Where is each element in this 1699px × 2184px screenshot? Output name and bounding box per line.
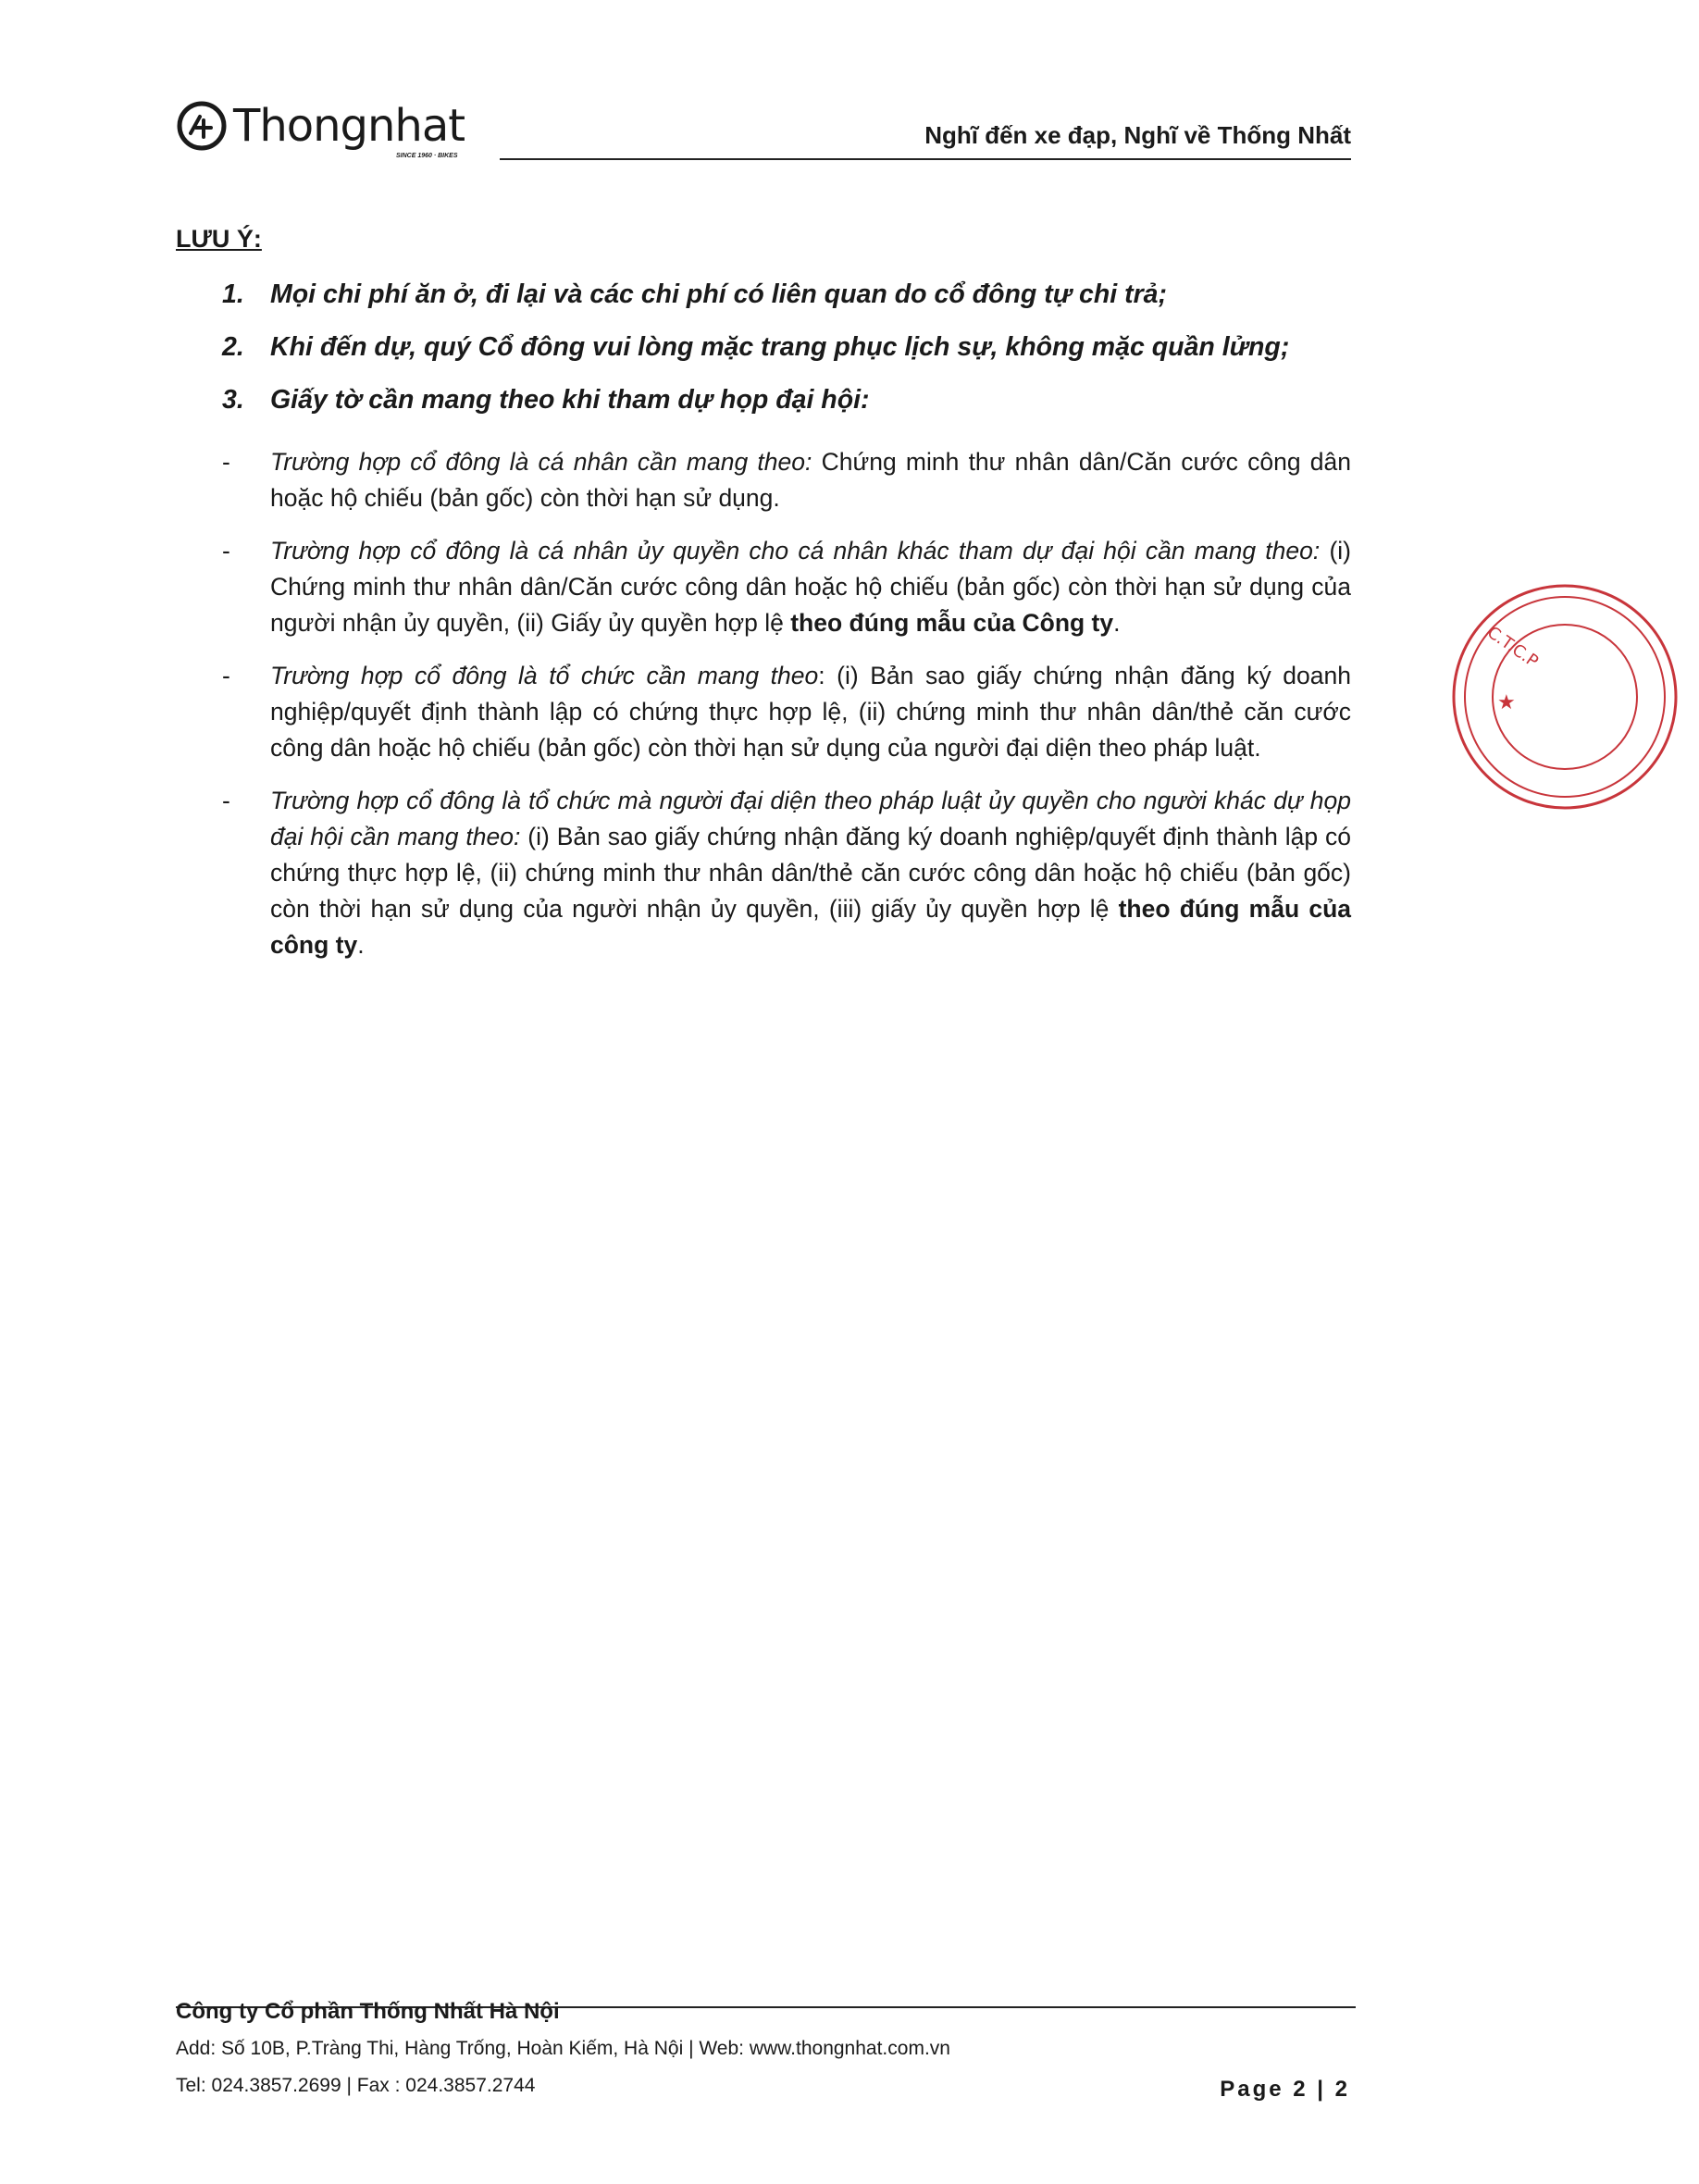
bullet-item xyxy=(222,533,1351,641)
footer-company-name: Công ty Cổ phần Thống Nhất Hà Nội xyxy=(176,1999,560,2024)
item-text: Giấy tờ cần mang theo khi tham dự họp đại hội: xyxy=(270,385,870,415)
bullet-item xyxy=(222,444,1351,516)
stamp-text: C.T.C.P xyxy=(1483,622,1542,672)
bullet-end: . xyxy=(1113,609,1121,637)
bullet-item xyxy=(222,658,1351,766)
bullet-lead: Trường hợp cổ đông là cá nhân cần mang theo: xyxy=(270,448,812,476)
page-number: Page 2 | 2 xyxy=(1220,2077,1350,2102)
stamp-star-icon: ★ xyxy=(1497,691,1516,714)
bullet-text xyxy=(270,658,1351,766)
bullet-lead: Trường hợp cổ đông là tổ chức mà người đại diện theo pháp luật ủy quyền cho người khác dự họp đại hội cần mang theo: xyxy=(270,787,1351,850)
numbered-list xyxy=(222,279,1360,438)
logo-mark-icon xyxy=(176,100,228,152)
bullet-lead: Trường hợp cổ đông là cá nhân ủy quyền cho cá nhân khác tham dự đại hội cần mang theo: xyxy=(270,537,1321,565)
company-stamp xyxy=(1449,572,1542,822)
bullet-item xyxy=(222,783,1351,963)
bullet-body: (i) Chứng minh thư nhân dân/Căn cước công dân hoặc hộ chiếu (bản gốc) còn thời hạn sử dụng của người nhận ủy quyền, (ii) Giấy ủy quyền hợp lệ xyxy=(270,537,1351,637)
footer-address: Add: Số 10B, P.Tràng Thi, Hàng Trống, Hoàn Kiếm, Hà Nội | Web: www.thongnhat.com.vn xyxy=(176,2038,950,2059)
bullet-lead: Trường hợp cổ đông là tổ chức cần mang theo xyxy=(270,662,819,689)
bullet-dash: - xyxy=(222,448,230,476)
bullet-dash: - xyxy=(222,537,230,565)
header-slogan: Nghĩ đến xe đạp, Nghĩ về Thống Nhất xyxy=(924,121,1351,149)
company-logo xyxy=(176,97,465,155)
item-text: Mọi chi phí ăn ở, đi lại và các chi phí có liên quan do cổ đông tự chi trả; xyxy=(270,279,1167,309)
bullet-emphasis: theo đúng mẫu của Công ty xyxy=(790,609,1114,637)
bullet-dash: - xyxy=(222,662,230,689)
stamp-seal-icon xyxy=(1440,572,1699,822)
bullet-body: Chứng minh thư nhân dân/Căn cước công dân hoặc hộ chiếu (bản gốc) còn thời hạn sử dụng. xyxy=(270,448,1351,512)
item-text: Khi đến dự, quý Cổ đông vui lòng mặc trang phục lịch sự, không mặc quần lửng; xyxy=(270,332,1290,362)
list-item xyxy=(222,385,1360,438)
bullet-text xyxy=(270,783,1351,963)
note-heading: LƯU Ý: xyxy=(176,225,262,253)
header-divider xyxy=(500,158,1351,160)
bullet-end: . xyxy=(357,931,365,959)
list-item xyxy=(222,332,1360,385)
item-number: 3. xyxy=(222,385,244,415)
bullet-dash: - xyxy=(222,787,230,814)
document-bullets xyxy=(222,444,1351,980)
logo-text: Thongnhat xyxy=(233,100,465,152)
item-number: 2. xyxy=(222,332,244,362)
footer-contact: Tel: 024.3857.2699 | Fax : 024.3857.2744 xyxy=(176,2075,536,2096)
list-item xyxy=(222,279,1360,332)
logo-tagline: SINCE 1960 · BIKES xyxy=(396,153,458,159)
bullet-text xyxy=(270,533,1351,641)
bullet-body: (i) Bản sao giấy chứng nhận đăng ký doanh nghiệp/quyết định thành lập có chứng thực hợp lệ, (ii) chứng minh thư nhân dân/thẻ căn cước công dân hoặc hộ chiếu (bản gốc) còn thời hạn sử dụng của người nhận ủy quyền, (iii) giấy ủy quyền hợp lệ xyxy=(270,823,1351,923)
item-number: 1. xyxy=(222,279,244,309)
bullet-text xyxy=(270,444,1351,516)
bullet-emphasis: theo đúng mẫu của công ty xyxy=(270,895,1351,959)
bullet-body: : (i) Bản sao giấy chứng nhận đăng ký doanh nghiệp/quyết định thành lập có chứng thực hợp lệ, (ii) chứng minh thư nhân dân/thẻ căn cước công dân hoặc hộ chiếu (bản gốc) còn thời hạn sử dụng của người đại diện theo pháp luật. xyxy=(270,662,1351,762)
page-header xyxy=(176,97,1351,162)
